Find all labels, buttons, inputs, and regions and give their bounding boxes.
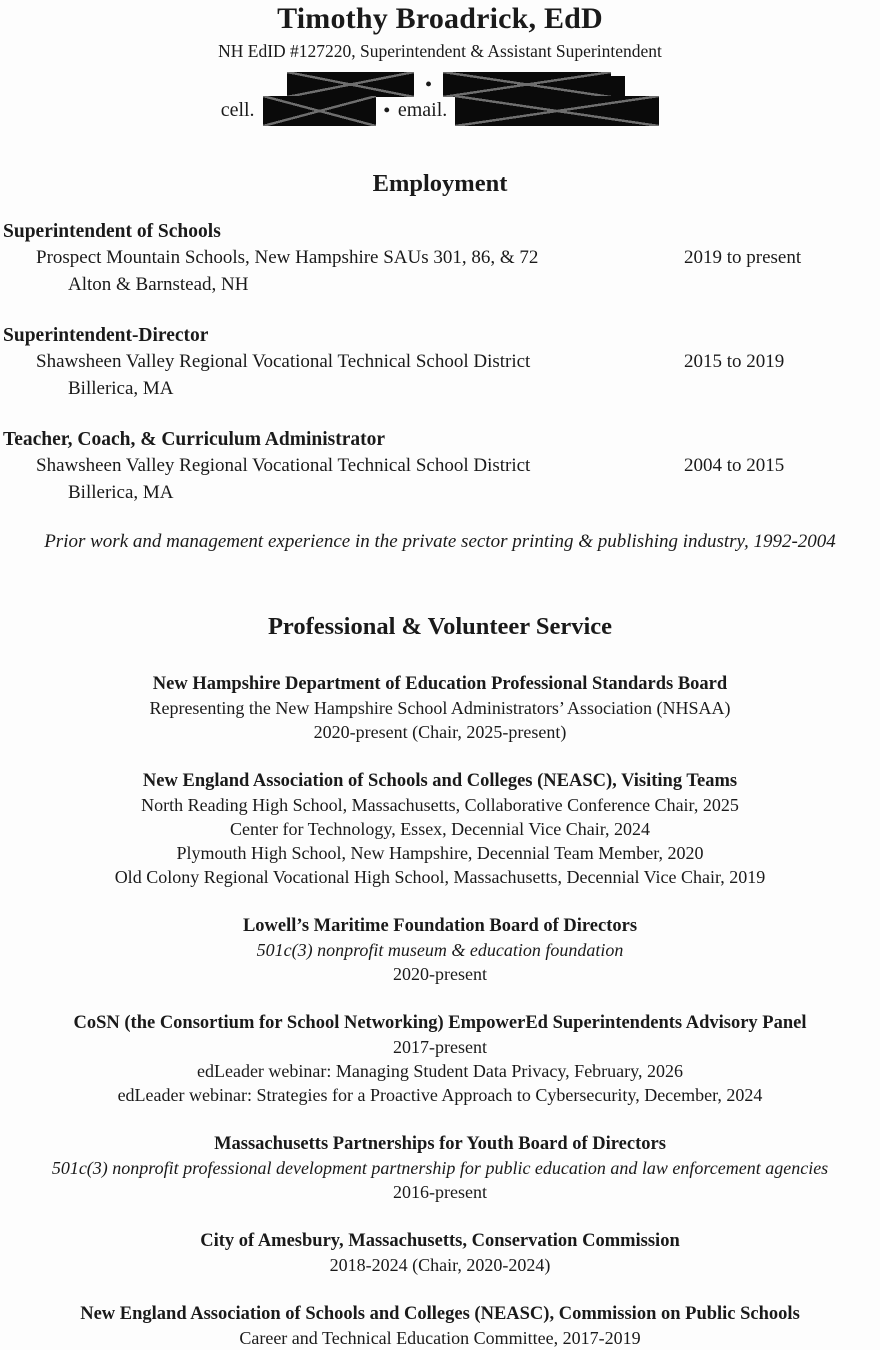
job-dates: 2019 to present bbox=[684, 247, 802, 268]
service-entry-line: 2018-2024 (Chair, 2020-2024) bbox=[329, 1255, 551, 1275]
service-entry bbox=[0, 1011, 880, 1107]
job-org-row bbox=[36, 453, 880, 480]
service-entry-line: edLeader webinar: Managing Student Data Privacy, February, 2026 bbox=[196, 1061, 683, 1081]
service-entry-line: 501c(3) nonprofit professional development partnership for public education and law enforcement agencies bbox=[51, 1158, 829, 1178]
service-entry-line: 2017-present bbox=[393, 1037, 487, 1057]
service-entry-title: City of Amesbury, Massachusetts, Conservation Commission bbox=[200, 1231, 680, 1251]
job-title: Teacher, Coach, & Curriculum Administrator bbox=[3, 429, 386, 450]
job-entry bbox=[0, 427, 880, 506]
service-entry-line: Center for Technology, Essex, Decennial Vice Chair, 2024 bbox=[230, 819, 650, 839]
service-entry-line: 2020-present bbox=[393, 964, 487, 984]
service-entry-title: Massachusetts Partnerships for Youth Board of Directors bbox=[214, 1134, 666, 1154]
service-entry bbox=[0, 1302, 880, 1350]
redacted-email-address-box bbox=[455, 96, 659, 126]
redacted-email-box bbox=[443, 72, 611, 97]
service-entry-line: Career and Technical Education Committee, 2017-2019 bbox=[239, 1328, 641, 1348]
redacted-phone-box bbox=[287, 72, 414, 97]
bullet-separator: • bbox=[383, 100, 390, 120]
job-org-row bbox=[36, 245, 880, 272]
job-entry bbox=[0, 323, 880, 402]
service-section bbox=[0, 613, 880, 1350]
service-entry bbox=[0, 1229, 880, 1277]
prior-experience-note: Prior work and management experience in the private sector printing & publishing industry, 1992-2004 bbox=[44, 531, 836, 552]
job-list bbox=[0, 219, 880, 506]
service-entry-line: edLeader webinar: Strategies for a Proactive Approach to Cybersecurity, December, 2024 bbox=[117, 1085, 763, 1105]
resume-header bbox=[0, 2, 880, 126]
job-dates: 2015 to 2019 bbox=[684, 351, 785, 372]
job-location: Billerica, MA bbox=[68, 482, 174, 503]
service-heading: Professional & Volunteer Service bbox=[267, 613, 613, 640]
service-entry-line: Plymouth High School, New Hampshire, Decennial Team Member, 2020 bbox=[176, 843, 704, 863]
contact-row-top bbox=[18, 71, 880, 97]
job-location: Billerica, MA bbox=[68, 378, 174, 399]
resume-document bbox=[0, 2, 880, 1348]
job-dates: 2004 to 2015 bbox=[684, 455, 785, 476]
service-entry bbox=[0, 769, 880, 889]
service-entry bbox=[0, 672, 880, 744]
cell-label: cell. bbox=[220, 99, 255, 121]
job-location: Alton & Barnstead, NH bbox=[68, 274, 249, 295]
page-title: Timothy Broadrick, EdD bbox=[277, 2, 603, 35]
employment-section bbox=[0, 170, 880, 553]
bullet-separator: • bbox=[425, 73, 432, 94]
job-entry bbox=[0, 219, 880, 298]
service-entry-title: Lowell’s Maritime Foundation Board of Directors bbox=[242, 916, 638, 936]
service-entry-title: New England Association of Schools and Colleges (NEASC), Visiting Teams bbox=[142, 771, 738, 791]
credentials-line: NH EdID #127220, Superintendent & Assistant Superintendent bbox=[218, 41, 662, 61]
job-organization: Shawsheen Valley Regional Vocational Technical School District bbox=[36, 351, 531, 372]
job-organization: Shawsheen Valley Regional Vocational Technical School District bbox=[36, 455, 531, 476]
service-entry-line: 501c(3) nonprofit museum & education foundation bbox=[256, 940, 624, 960]
job-title: Superintendent of Schools bbox=[3, 221, 221, 242]
contact-row-bottom bbox=[0, 95, 880, 126]
contact-block bbox=[0, 71, 880, 126]
service-entry-line: Representing the New Hampshire School Administrators’ Association (NHSAA) bbox=[149, 698, 731, 718]
job-org-row bbox=[36, 349, 880, 376]
service-entry-list bbox=[0, 672, 880, 1350]
job-title: Superintendent-Director bbox=[3, 325, 209, 346]
email-label: email. bbox=[397, 99, 448, 121]
redacted-cell-number-box bbox=[263, 96, 376, 126]
service-entry-title: New England Association of Schools and Colleges (NEASC), Commission on Public Schools bbox=[80, 1304, 800, 1324]
service-entry-line: Old Colony Regional Vocational High School, Massachusetts, Decennial Vice Chair, 2019 bbox=[114, 867, 766, 887]
service-entry bbox=[0, 914, 880, 986]
service-entry-line: North Reading High School, Massachusetts, Collaborative Conference Chair, 2025 bbox=[141, 795, 739, 815]
service-entry-line: 2016-present bbox=[393, 1182, 487, 1202]
employment-heading: Employment bbox=[372, 170, 508, 197]
service-entry-title: CoSN (the Consortium for School Networking) EmpowerEd Superintendents Advisory Panel bbox=[73, 1013, 807, 1033]
job-organization: Prospect Mountain Schools, New Hampshire SAUs 301, 86, & 72 bbox=[36, 247, 539, 268]
service-entry-title: New Hampshire Department of Education Professional Standards Board bbox=[152, 674, 728, 694]
service-entry bbox=[0, 1132, 880, 1204]
service-entry-line: 2020-present (Chair, 2025-present) bbox=[313, 722, 567, 742]
